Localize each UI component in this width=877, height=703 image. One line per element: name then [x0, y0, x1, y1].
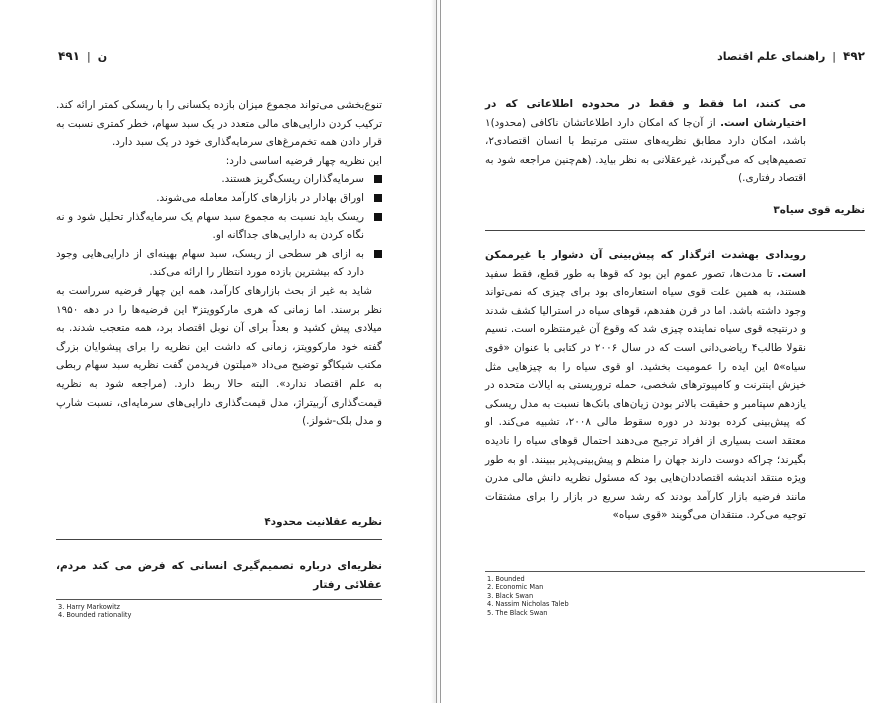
- page-number: ۴۹۲: [843, 49, 865, 63]
- paragraph: شاید به غیر از بحث بازارهای کارآمد، همه این چهار فرضیه سرراست به نظر برسند. اما زمانی که هری مارکوویتز۳ این فرضیه‌ها را در دهه ۱۹۵۰ میلادی پیش کشید و بعداً برای آن نوبل اقتصاد برد، همه متعجب شدند. به گفته خود مارکوویتز، زمانی که داشت این نظریه را برای پیشوایان بزرگ مکتب شیکاگو توضیح می‌داد «میلتون فریدمن گفت نظریه سبد سهام ربطی به علم اقتصاد ندارد». البته حالا ربط دارد. (مراجعه شود به نظریه قیمت‌گذاری آربیتراژ، مدل قیمت‌گذاری دارایی‌های سرمایه‌ای، نسبت شارپ و مدل بلک-شولز.): [56, 284, 382, 428]
- paragraph: [485, 246, 806, 525]
- square-bullet-icon: [374, 250, 382, 258]
- header-separator: |: [832, 49, 837, 63]
- footnote: 4. Nassim Nicholas Taleb: [487, 600, 569, 609]
- bullet-item: [56, 189, 382, 208]
- square-bullet-icon: [374, 175, 382, 183]
- header-separator: |: [86, 49, 91, 63]
- left-section-lead: [56, 557, 382, 594]
- running-title: ن: [97, 49, 108, 63]
- bullet-text: سرمایه‌گذاران ریسک‌گریز هستند.: [221, 173, 364, 186]
- left-page: [0, 0, 437, 703]
- left-section: [56, 513, 382, 532]
- section-lead: نظریه‌ای درباره تصمیم‌گیری انسانی که فرض می کند مردم، عقلائی رفتار: [56, 560, 382, 591]
- bullet-text: اوراق بهادار در بازارهای کارآمد معامله می‌شوند.: [156, 191, 364, 204]
- footnote-rule: [485, 571, 865, 572]
- paragraph-text: از آن‌جا که امکان دارد اطلاعاتشان ناکافی (محدود)۱ باشد، امکان دارد مطابق نظریه‌های سنتی مرتبط با انسان اقتصادی۲، تصمیم‌هایی که می‌گیرند، غیرعقلانی به نظر بیاید. (هم‌چنین مراجعه شود به اقتصاد رفتاری.): [485, 116, 806, 185]
- right-footnotes: [487, 575, 569, 617]
- section-heading: نظریه قوی سیاه۳: [773, 204, 865, 216]
- right-page: [441, 0, 877, 703]
- bullet-text: به ازای هر سطحی از ریسک، سبد سهام بهینه‌ای از دارایی‌هایی وجود دارد که بیشترین بازده مورد انتظار را ارائه می‌کند.: [56, 247, 364, 279]
- footnote: 5. The Black Swan: [487, 608, 548, 617]
- right-page-header: [717, 47, 865, 65]
- square-bullet-icon: [374, 213, 382, 221]
- footnote: 3. Harry Markowitz: [58, 603, 121, 611]
- paragraph: این نظریه چهار فرضیه اساسی دارد:: [225, 154, 382, 167]
- right-body: [485, 246, 806, 525]
- footnote: 2. Economic Man: [487, 583, 544, 592]
- right-top-body: [485, 95, 806, 188]
- left-footnotes: [58, 603, 131, 620]
- lead-bold-text: می کنند، اما فقط و فقط در محدوده اطلاعاتی که در اختیارشان است.: [485, 98, 807, 129]
- square-bullet-icon: [374, 194, 382, 202]
- section-heading: نظریه عقلانیت محدود۴: [264, 516, 382, 528]
- bullet-item: [56, 170, 382, 189]
- footnote: 1. Bounded: [487, 575, 525, 583]
- page-number: ۴۹۱: [58, 49, 80, 63]
- section-rule: [56, 539, 382, 540]
- bullet-item: [56, 208, 382, 245]
- paragraph: [485, 95, 806, 188]
- right-section: [485, 201, 865, 220]
- footnote-rule: [56, 599, 382, 600]
- lead-bold-text: رویدادی بهشدت اثرگذار که پیش‌بینی آن دشوار یا غیرممکن است.: [485, 249, 806, 280]
- left-page-header: [58, 47, 107, 65]
- footnote: 4. Bounded rationality: [58, 611, 132, 620]
- running-title: راهنمای علم اقتصاد: [717, 49, 826, 63]
- paragraph: تنوع‌بخشی می‌تواند مجموع میزان بازده یکسانی را با ریسکی کمتر ارائه کند. ترکیب کردن دارایی‌های مالی متعدد در یک سبد سهام، خطر کمتری نسبت به قرار دادن همه تخم‌مرغ‌های سرمایه‌گذاری خود در یک سبد دارد.: [56, 99, 382, 149]
- section-rule: [485, 230, 865, 231]
- left-body: [56, 96, 382, 431]
- paragraph-text: تا مدت‌ها، تصور عموم این بود که قوها به طور قطع، فقط سفید هستند، به همین علت قوی سیاه استعاره‌ای بود برای چیزی که نمی‌تواند وجود داشته باشد. اما در قرن هفدهم، قوهای سیاه در استرالیا کشف شدند و درنتیجه قوی سیاه نماینده چیزی شد که وقوع آن غیرمنتظره است. نسیم نقولا طالب۴ ریاضی‌دانی است که در سال ۲۰۰۶ در کتابی با عنوان «قوی سیاه»۵ این ایده را عمومیت بخشید. او قوی سیاه را به چیزهایی مثل خیزش اینترنت و کامپیوترهای شخصی، حمله تروریستی به ایالات متحده در یازدهم سپتامبر و حقیقت بالاتر بودن زیان‌های بانک‌ها نسبت به مدل ریسکی که پیش‌بینی کرده بودند در دوره سقوط مالی ۲۰۰۸، تشبیه می‌کند. او معتقد است بسیاری از افراد ترجیح می‌دهند احتمال قوهای سیاه را نادیده بگیرند؛ چراکه دوست دارند جهان را منظم و پیش‌بینی‌پذیر ببینند. او به طور ویژه منتقد اندیشه اقتصاددان‌هایی بود که مسئول نظریه دانش مالی مدرن مانند فرضیه بازار کارآمد بودند که رشد سریع در بازار را برای مشتقات توجیه می‌کرد. منتقدان می‌گویند «قوی سیاه»: [485, 267, 806, 522]
- bullet-item: [56, 245, 382, 282]
- footnote: 3. Black Swan: [487, 591, 534, 600]
- bullet-text: ریسک باید نسبت به مجموع سبد سهام یک سرمایه‌گذار تحلیل شود و نه نگاه کردن به دارایی‌های جداگانه او.: [56, 210, 364, 242]
